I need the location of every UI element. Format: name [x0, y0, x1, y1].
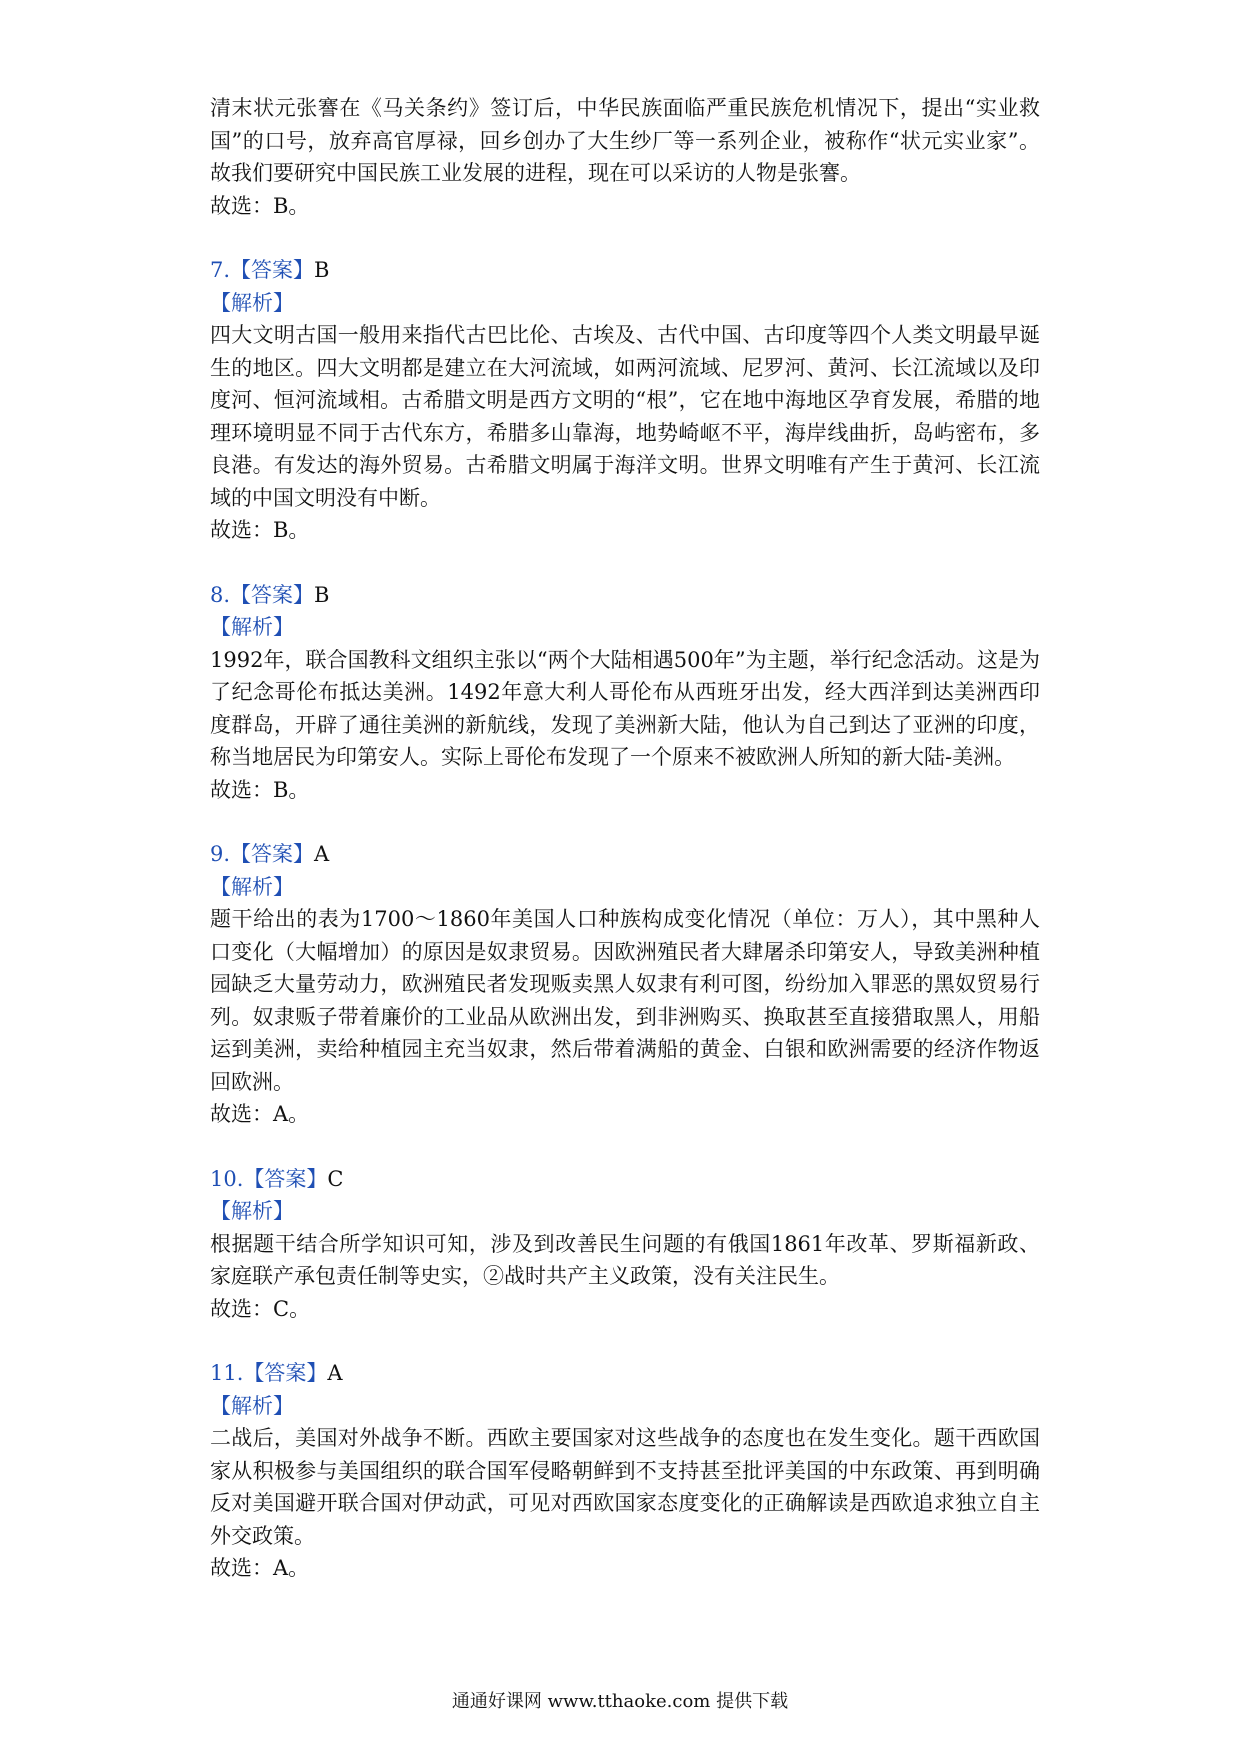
analysis-text: 题干给出的表为1700～1860年美国人口种族构成变化情况（单位：万人），其中黑种人口变化（大幅增加）的原因是奴隶贸易。因欧洲殖民者大肆屠杀印第安人，导致美洲种植园缺乏大量劳动力，欧洲殖民者发现贩卖黑人奴隶有利可图，纷纷加入罪恶的黑奴贸易行列。奴隶贩子带着廉价的工业品从欧洲出发，到非洲购买、换取甚至直接猎取黑人，用船运到美洲，卖给种植园主充当奴隶，然后带着满船的黄金、白银和欧洲需要的经济作物返回欧洲。 — [210, 907, 1040, 1094]
analysis-label: 【解析】 — [210, 1199, 294, 1223]
analysis-label: 【解析】 — [210, 290, 294, 315]
question-number: 8. — [210, 582, 231, 607]
conclusion-text: 故选：A。 — [210, 1102, 310, 1126]
analysis-text: 根据题干结合所学知识可知，涉及到改善民生问题的有俄国1861年改革、罗斯福新政、家庭联产承包责任制等史实，②战时共产主义政策，没有关注民生。 — [210, 1231, 1040, 1288]
analysis-label: 【解析】 — [210, 615, 294, 639]
answer-block-11 — [210, 1357, 1040, 1585]
answer-block-9 — [210, 838, 1040, 1131]
question-number: 7. — [210, 258, 231, 282]
conclusion-text: 故选：B。 — [210, 777, 310, 802]
answer-value: C — [327, 1166, 344, 1191]
answer-value: B — [314, 582, 330, 607]
analysis-text: 二战后，美国对外战争不断。西欧主要国家对这些战争的态度也在发生变化。题干西欧国家从积极参与美国组织的联合国军侵略朝鲜到不支持甚至批评美国的中东政策、再到明确反对美国避开联合国对伊动武，可见对西欧国家态度变化的正确解读是西欧追求独立自主外交政策。 — [210, 1426, 1040, 1548]
intro-section — [210, 92, 1040, 222]
document-body — [210, 92, 1040, 1585]
intro-conclusion: 故选：B。 — [210, 193, 310, 218]
conclusion-text: 故选：A。 — [210, 1556, 310, 1580]
analysis-text: 1992年，联合国教科文组织主张以“两个大陆相遇500年”为主题，举行纪念活动。这是为了纪念哥伦布抵达美洲。1492年意大利人哥伦布从西班牙出发，经大西洋到达美洲西印度群岛，开辟了通往美洲的新航线，发现了美洲新大陆，他认为自己到达了亚洲的印度，称当地居民为印第安人。实际上哥伦布发现了一个原来不被欧洲人所知的新大陆-美洲。 — [210, 647, 1040, 769]
answer-value: B — [314, 258, 330, 282]
answer-label: 【答案】 — [230, 582, 315, 607]
answer-line — [210, 838, 1040, 871]
page-footer: 通通好课网 www.tthaoke.com 提供下载 — [451, 1691, 789, 1712]
answer-block-8 — [210, 579, 1040, 807]
analysis-text: 四大文明古国一般用来指代古巴比伦、古埃及、古代中国、古印度等四个人类文明最早诞生的地区。四大文明都是建立在大河流域，如两河流域、尼罗河、黄河、长江流域以及印度河、恒河流域相。古希腊文明是西方文明的“根”，它在地中海地区孕育发展，希腊的地理环境明显不同于古代东方，希腊多山靠海，地势崎岖不平，海岸线曲折，岛屿密布，多良港。有发达的海外贸易。古希腊文明属于海洋文明。世界文明唯有产生于黄河、长江流域的中国文明没有中断。 — [210, 323, 1040, 510]
answer-block-7 — [210, 254, 1040, 547]
question-number: 11. — [210, 1361, 244, 1385]
answer-line — [210, 254, 1040, 287]
answer-line — [210, 579, 1040, 612]
answer-line — [210, 1163, 1040, 1196]
answer-label: 【答案】 — [243, 1166, 328, 1191]
answer-line — [210, 1357, 1040, 1390]
answer-label: 【答案】 — [243, 1361, 328, 1385]
answer-value: A — [327, 1361, 343, 1385]
answer-label: 【答案】 — [230, 842, 315, 866]
answer-block-10 — [210, 1163, 1040, 1326]
intro-paragraph: 清末状元张謇在《马关条约》签订后，中华民族面临严重民族危机情况下，提出“实业救国”的口号，放弃高官厚禄，回乡创办了大生纱厂等一系列企业，被称作“状元实业家”。故我们要研究中国民族工业发展的进程，现在可以采访的人物是张謇。 — [210, 96, 1040, 185]
conclusion-text: 故选：B。 — [210, 518, 310, 542]
analysis-label: 【解析】 — [210, 1393, 294, 1418]
question-number: 10. — [210, 1166, 244, 1191]
question-number: 9. — [210, 842, 231, 866]
analysis-label: 【解析】 — [210, 874, 294, 899]
answer-label: 【答案】 — [230, 258, 315, 282]
conclusion-text: 故选：C。 — [210, 1296, 311, 1321]
answer-value: A — [314, 842, 330, 866]
